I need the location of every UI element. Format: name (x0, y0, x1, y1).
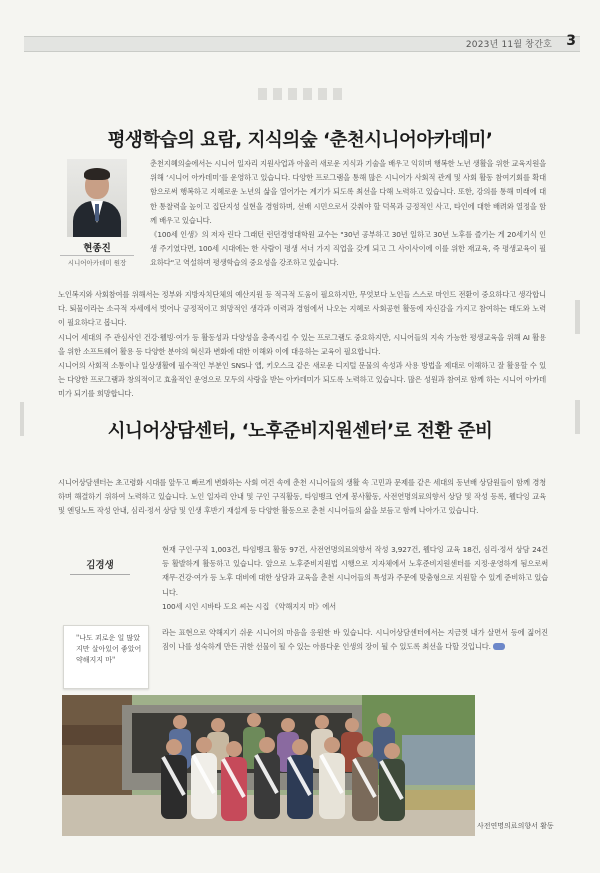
article1-p1: 춘천지혜의숲에서는 시니어 일자리 지원사업과 아울러 새로운 지식과 기술을 배우고 익히며 행복한 노년 생활을 위한 교육지원을 위해 ‘시니어 아카데미’를 운영하고 있습니다. 다양한 프로그램을 통해 많은 시니어가 사회적 관계 및 사회 활동 참여기회를 확대함으로써 행복하고 지혜로운 노년의 삶을 열어가는 계기가 되도록 최선을 다해 노력하고 있습니다. 또한, 강의를 통해 미래에 대한 통찰력을 높이고 집단지성 실현을 경험하며, 선배 시민으로서 갖춰야 할 덕목과 긍정적인 사고, 타인에 대한 배려와 열정을 함께 배우고 있습니다. (150, 159, 547, 225)
article1-p4: 시니어 세대의 주 관심사인 건강·웰빙·여가 등 활동성과 다양성을 충족시킬 수 있는 프로그램도 중요하지만, 시니어들의 지속 가능한 평생교육을 위해 AI 활용을 위한 소프트웨어 활용 등 다양한 분야의 혁신과 변화에 대한 이해와 이에 대응하는 교육이 필요합니다. (58, 332, 546, 356)
end-mark-icon (493, 643, 505, 650)
article2-p3: 라는 표현으로 약해지기 쉬운 시니어의 마음을 응원한 바 있습니다. 시니어상담센터에서는 지금껏 내가 살면서 등에 짊어진 짐이 나를 성숙하게 만든 귀한 선물이 될 수 있는 아름다운 인생의 장이 될 수 있도록 최선을 다할 것입니다. (162, 628, 548, 652)
article2-title: 시니어상담센터, ‘노후준비지원센터’로 전환 준비 (107, 421, 493, 442)
article1-title: 평생학습의 요람, 지식의숲 ‘춘천시니어아카데미’ (107, 130, 493, 151)
article1-p3: 노인복지와 사회참여를 위해서는 정부와 지방자치단체의 예산지원 등 적극적 도움이 필요하지만, 무엇보다 노인들 스스로 마인드 전환이 중요하다고 생각합니다. 퇴물이라는 소극적 자세에서 벗어나 긍정적이고 희망적인 생각과 이력과 경험에서 나오는 지혜로 사회공헌 활동에 자신감을 가지고 참여하는 태도와 노력이 필요하다고 봅니다. (58, 290, 546, 328)
quote-box (63, 625, 149, 689)
author1-role: 시니어아카데미 원장 (60, 255, 134, 267)
article2-p2: 현재 구인·구직 1,003건, 타임뱅크 활동 97건, 사전연명의료의향서 작성 3,927건, 웰다잉 교육 18건, 심리·정서 상담 24건 등 활발하게 활동하고 있습니다. 앞으로 노후준비지원법 시행으로 지자체에서 노후준비지원센터를 지정·운영하게 됨으로써 재무·건강·여가 등 노후 대비에 대한 상담과 교육을 춘천 시니어들의 특성과 주문에 맞춤형으로 지원할 수 있게 준비하고 있습니다. (162, 545, 548, 597)
article1-p5: 시니어의 사회적 소통이나 일상생활에 필수적인 부분인 SNS나 앱, 키오스크 같은 새로운 디지털 문물의 속성과 사용 방법을 제대로 이해하고 잘 활용할 수 있는 다양한 프로그램과 창의적이고 효율적인 운영으로 모두의 사랑을 받는 아카데미가 되도록 노력하고 있습니다. 많은 성원과 참여로 함께 하는 시니어 아카데미가 되기를 희망합니다. (58, 361, 546, 399)
issue-label: 2023년 11월 창간호 (465, 40, 552, 50)
article1-intro (150, 157, 546, 271)
decorative-blocks (258, 88, 342, 100)
right-decor-upper (575, 300, 580, 334)
photo-caption: 사전연명의료의향서 활동 (477, 822, 554, 830)
article2-p1: 시니어상담센터는 초고령화 시대를 앞두고 빠르게 변화하는 사회 여건 속에 춘천 시니어들의 생활 속 고민과 문제를 같은 세대의 동년배 상담원들이 함께 경청하며 해결하기 위하여 노력하고 있습니다. 노인 일자리 안내 및 구인 구직활동, 타임뱅크 연계 봉사활동, 사전연명의료의향서 상담 및 작성 등록, 웰다잉 교육 및 엔딩노트 작성 안내, 심리·정서 상담 및 인생 후반기 재설계 등 다양한 활동으로 춘천 시니어들의 삶을 보듬고 함께 나아가고 있습니다. (58, 478, 546, 516)
group-photo (62, 695, 475, 836)
author1-portrait (67, 159, 127, 237)
page-number: 3 (566, 33, 576, 49)
article2-middle (162, 543, 548, 614)
quote-text: "나도 괴로운 일 많았지만 살아있어 좋았어 약해지지 마" (76, 634, 142, 664)
author1-name: 현종진 (83, 243, 111, 254)
author2-name: 김경생 (70, 557, 130, 575)
article1-body (58, 288, 546, 402)
article2-closing (162, 626, 548, 654)
article2-p2b: 100세 시인 시바타 도요 씨는 시집 《약해지지 마》에서 (162, 601, 337, 611)
article1-p2: 《100세 인생》의 저자 린다 그래턴 런던경영대학원 교수는 "30년 공부하고 30년 일하고 30년 노후를 즐기는 게 20세기식 인생 주기였다면, 100세 시대에는 한 사람이 평생 서너 가지 직업을 갖게 되고 그 사이사이에 이를 위한 재교육, 즉 평생교육이 필요하다"고 역설하며 평생학습의 중요성을 강조하고 있습니다. (150, 230, 546, 268)
